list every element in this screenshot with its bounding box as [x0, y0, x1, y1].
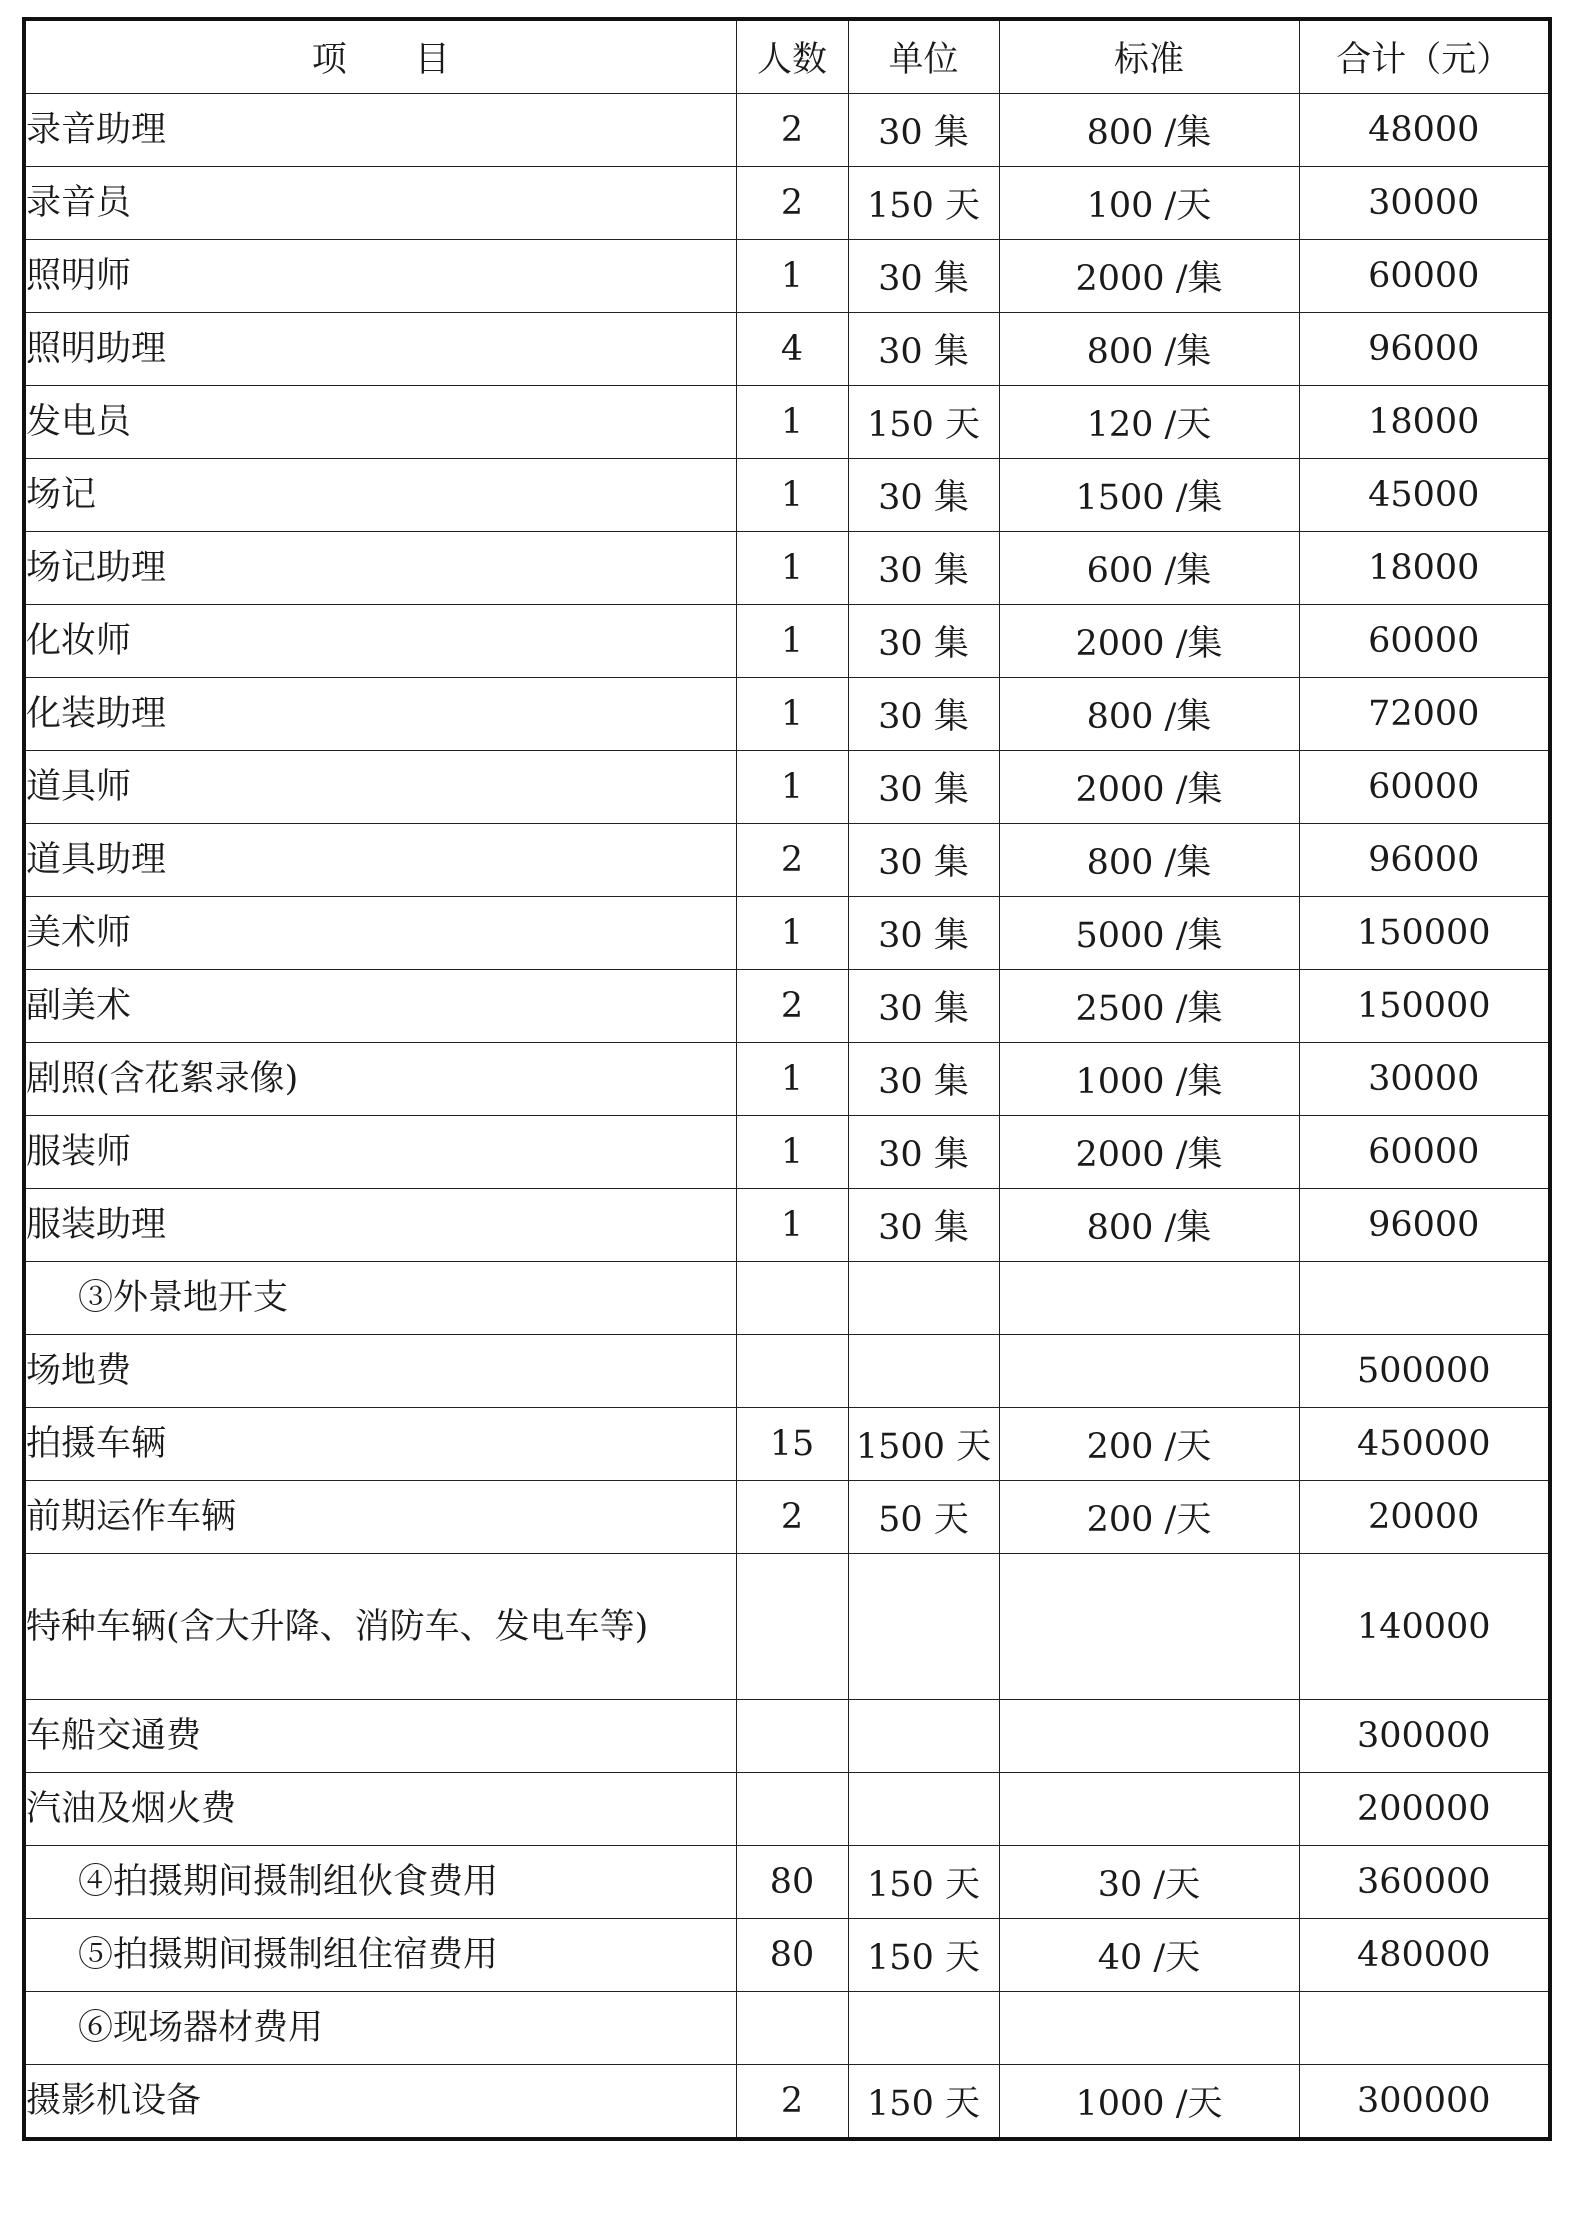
cell-people: 1	[736, 897, 848, 970]
table-row	[24, 1262, 1550, 1335]
cell-standard: 800 /集	[999, 824, 1299, 897]
cell-unit: 30 集	[848, 240, 999, 313]
cell-item: 服装助理	[24, 1189, 736, 1262]
cell-item: 摄影机设备	[24, 2065, 736, 2140]
table-row	[24, 1043, 1550, 1116]
cell-people: 80	[736, 1846, 848, 1919]
cell-total: 450000	[1299, 1408, 1550, 1481]
cell-standard: 5000 /集	[999, 897, 1299, 970]
cell-standard: 1500 /集	[999, 459, 1299, 532]
cell-people: 1	[736, 1043, 848, 1116]
cell-total: 60000	[1299, 1116, 1550, 1189]
cell-total: 150000	[1299, 897, 1550, 970]
cell-total: 500000	[1299, 1335, 1550, 1408]
cell-total: 60000	[1299, 751, 1550, 824]
cell-total: 30000	[1299, 1043, 1550, 1116]
cell-item: 道具助理	[24, 824, 736, 897]
cell-standard: 120 /天	[999, 386, 1299, 459]
cell-standard: 800 /集	[999, 313, 1299, 386]
table-row	[24, 678, 1550, 751]
cell-item: 车船交通费	[24, 1700, 736, 1773]
cell-people: 2	[736, 1481, 848, 1554]
cell-people	[736, 1992, 848, 2065]
cell-unit: 1500 天	[848, 1408, 999, 1481]
table-row	[24, 1408, 1550, 1481]
cell-standard	[999, 1773, 1299, 1846]
cell-item: 照明师	[24, 240, 736, 313]
cell-people	[736, 1335, 848, 1408]
cell-standard: 800 /集	[999, 94, 1299, 167]
cell-total	[1299, 1992, 1550, 2065]
cell-total: 18000	[1299, 532, 1550, 605]
cell-total: 96000	[1299, 824, 1550, 897]
cell-item: 美术师	[24, 897, 736, 970]
table-row	[24, 459, 1550, 532]
cell-people	[736, 1700, 848, 1773]
cell-standard: 2000 /集	[999, 1116, 1299, 1189]
cell-unit	[848, 1773, 999, 1846]
cell-item: 剧照(含花絮录像)	[24, 1043, 736, 1116]
cell-unit: 30 集	[848, 897, 999, 970]
table-row	[24, 532, 1550, 605]
cell-people	[736, 1773, 848, 1846]
cell-total: 60000	[1299, 240, 1550, 313]
cell-item: 录音员	[24, 167, 736, 240]
header-people: 人数	[736, 19, 848, 94]
cell-item: 录音助理	[24, 94, 736, 167]
cell-unit	[848, 1700, 999, 1773]
cell-unit: 30 集	[848, 1043, 999, 1116]
cell-standard	[999, 1335, 1299, 1408]
cell-item: ⑥现场器材费用	[24, 1992, 736, 2065]
cell-total: 45000	[1299, 459, 1550, 532]
cell-people: 2	[736, 2065, 848, 2140]
cell-total: 360000	[1299, 1846, 1550, 1919]
table-row	[24, 94, 1550, 167]
cell-item: 汽油及烟火费	[24, 1773, 736, 1846]
cell-standard: 800 /集	[999, 1189, 1299, 1262]
cell-unit: 30 集	[848, 532, 999, 605]
table-row	[24, 1773, 1550, 1846]
cell-people: 1	[736, 386, 848, 459]
header-standard: 标准	[999, 19, 1299, 94]
cell-people: 80	[736, 1919, 848, 1992]
cell-unit: 30 集	[848, 313, 999, 386]
cell-people: 1	[736, 678, 848, 751]
cell-unit: 30 集	[848, 1116, 999, 1189]
cell-people: 1	[736, 240, 848, 313]
header-item: 项目	[24, 19, 736, 94]
cell-total: 150000	[1299, 970, 1550, 1043]
cell-people: 1	[736, 1189, 848, 1262]
cell-unit: 150 天	[848, 167, 999, 240]
cell-item: 化妆师	[24, 605, 736, 678]
cell-standard: 2500 /集	[999, 970, 1299, 1043]
cell-total	[1299, 1262, 1550, 1335]
table-header-row	[24, 19, 1550, 94]
budget-table	[22, 17, 1552, 2141]
cell-standard: 200 /天	[999, 1481, 1299, 1554]
cell-total: 96000	[1299, 1189, 1550, 1262]
cell-people: 2	[736, 167, 848, 240]
cell-standard: 600 /集	[999, 532, 1299, 605]
cell-standard	[999, 1992, 1299, 2065]
header-total: 合计（元）	[1299, 19, 1550, 94]
table-row	[24, 1335, 1550, 1408]
table-row	[24, 1700, 1550, 1773]
cell-unit: 30 集	[848, 824, 999, 897]
cell-unit: 150 天	[848, 1919, 999, 1992]
cell-item: ③外景地开支	[24, 1262, 736, 1335]
cell-unit: 50 天	[848, 1481, 999, 1554]
table-row	[24, 824, 1550, 897]
table-body	[24, 94, 1550, 2140]
cell-item: 场地费	[24, 1335, 736, 1408]
cell-unit: 30 集	[848, 605, 999, 678]
table-row	[24, 313, 1550, 386]
table-row	[24, 970, 1550, 1043]
cell-unit: 30 集	[848, 970, 999, 1043]
cell-item: 道具师	[24, 751, 736, 824]
table-row	[24, 167, 1550, 240]
cell-unit: 30 集	[848, 94, 999, 167]
cell-total: 30000	[1299, 167, 1550, 240]
table-row	[24, 1992, 1550, 2065]
table-row	[24, 1919, 1550, 1992]
table-row	[24, 240, 1550, 313]
cell-people: 2	[736, 94, 848, 167]
cell-item: 照明助理	[24, 313, 736, 386]
cell-unit	[848, 1554, 999, 1700]
table-row	[24, 1554, 1550, 1700]
cell-standard	[999, 1262, 1299, 1335]
table-row	[24, 751, 1550, 824]
cell-total: 96000	[1299, 313, 1550, 386]
cell-total: 48000	[1299, 94, 1550, 167]
cell-standard: 2000 /集	[999, 751, 1299, 824]
cell-total: 20000	[1299, 1481, 1550, 1554]
cell-unit: 30 集	[848, 751, 999, 824]
cell-standard: 2000 /集	[999, 240, 1299, 313]
cell-unit	[848, 1335, 999, 1408]
cell-item: 特种车辆(含大升降、消防车、发电车等)	[24, 1554, 736, 1700]
cell-total: 140000	[1299, 1554, 1550, 1700]
cell-people: 1	[736, 532, 848, 605]
cell-total: 60000	[1299, 605, 1550, 678]
cell-unit: 150 天	[848, 2065, 999, 2140]
table-row	[24, 897, 1550, 970]
cell-total: 480000	[1299, 1919, 1550, 1992]
cell-standard: 30 /天	[999, 1846, 1299, 1919]
cell-standard: 800 /集	[999, 678, 1299, 751]
cell-people: 15	[736, 1408, 848, 1481]
table-row	[24, 1116, 1550, 1189]
cell-people: 1	[736, 459, 848, 532]
cell-standard	[999, 1700, 1299, 1773]
header-unit: 单位	[848, 19, 999, 94]
cell-item: 化装助理	[24, 678, 736, 751]
cell-unit: 30 集	[848, 678, 999, 751]
cell-item: ⑤拍摄期间摄制组住宿费用	[24, 1919, 736, 1992]
cell-people: 1	[736, 1116, 848, 1189]
cell-people: 4	[736, 313, 848, 386]
cell-item: ④拍摄期间摄制组伙食费用	[24, 1846, 736, 1919]
cell-total: 72000	[1299, 678, 1550, 751]
cell-unit	[848, 1992, 999, 2065]
cell-item: 前期运作车辆	[24, 1481, 736, 1554]
cell-total: 300000	[1299, 2065, 1550, 2140]
cell-standard: 100 /天	[999, 167, 1299, 240]
cell-unit: 30 集	[848, 459, 999, 532]
table-row	[24, 386, 1550, 459]
cell-people: 1	[736, 605, 848, 678]
table-row	[24, 1481, 1550, 1554]
cell-unit: 150 天	[848, 386, 999, 459]
cell-unit: 150 天	[848, 1846, 999, 1919]
cell-item: 服装师	[24, 1116, 736, 1189]
cell-people	[736, 1554, 848, 1700]
table-row	[24, 605, 1550, 678]
cell-unit: 30 集	[848, 1189, 999, 1262]
cell-standard: 40 /天	[999, 1919, 1299, 1992]
table-row	[24, 1846, 1550, 1919]
cell-standard: 200 /天	[999, 1408, 1299, 1481]
cell-people: 2	[736, 824, 848, 897]
cell-item: 场记助理	[24, 532, 736, 605]
cell-total: 300000	[1299, 1700, 1550, 1773]
cell-people	[736, 1262, 848, 1335]
cell-item: 副美术	[24, 970, 736, 1043]
cell-item: 发电员	[24, 386, 736, 459]
table-row	[24, 2065, 1550, 2140]
cell-people: 2	[736, 970, 848, 1043]
cell-unit	[848, 1262, 999, 1335]
cell-standard: 2000 /集	[999, 605, 1299, 678]
table-row	[24, 1189, 1550, 1262]
cell-standard	[999, 1554, 1299, 1700]
cell-people: 1	[736, 751, 848, 824]
cell-total: 18000	[1299, 386, 1550, 459]
cell-item: 拍摄车辆	[24, 1408, 736, 1481]
cell-total: 200000	[1299, 1773, 1550, 1846]
cell-item: 场记	[24, 459, 736, 532]
cell-standard: 1000 /集	[999, 1043, 1299, 1116]
cell-standard: 1000 /天	[999, 2065, 1299, 2140]
